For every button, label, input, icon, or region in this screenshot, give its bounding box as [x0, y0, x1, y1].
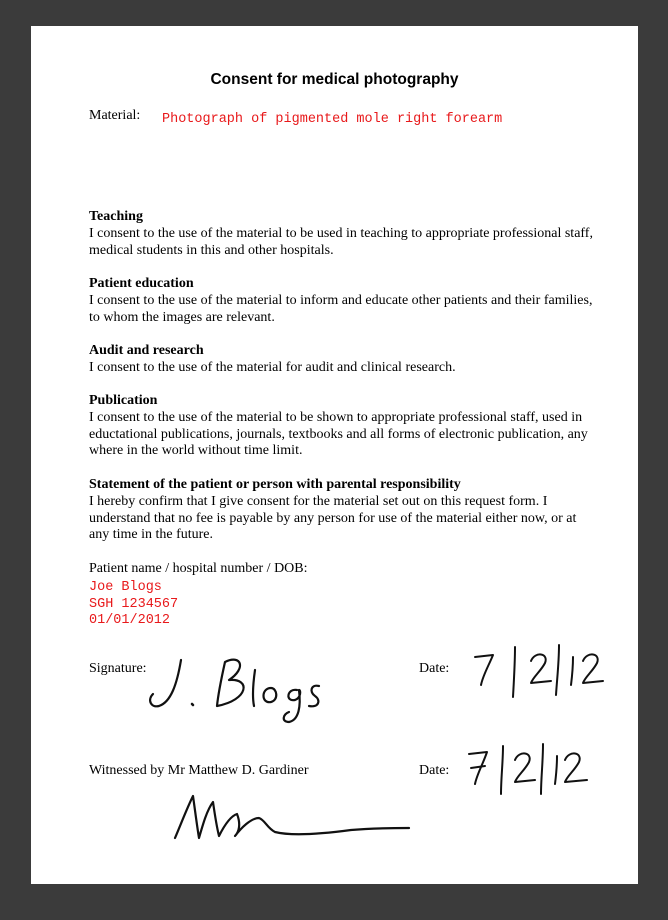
date-of-birth: 01/01/2012 — [89, 613, 171, 628]
section-patient-statement — [89, 477, 594, 544]
patient-details-label: Patient name / hospital number / DOB: — [89, 561, 308, 576]
patient-date-handwritten — [471, 641, 611, 701]
section-publication — [89, 393, 594, 460]
patient-date-label: Date: — [419, 661, 450, 676]
patient-details — [89, 580, 178, 630]
witness-signature — [171, 788, 421, 848]
section-body: I consent to the use of the material to inform and educate other patients and their families, to whom the images are relevant. — [89, 292, 593, 325]
signature-label: Signature: — [89, 661, 147, 676]
material-label: Material: — [89, 108, 141, 123]
patient-signature — [141, 644, 361, 734]
consent-form-page — [31, 26, 638, 884]
patient-name: Joe Blogs — [89, 580, 162, 595]
section-heading: Teaching — [89, 209, 143, 224]
section-heading: Publication — [89, 393, 158, 408]
section-audit-research — [89, 343, 599, 377]
section-body: I consent to the use of the material to be shown to appropriate professional staff, used in eductational publications, journals, textbooks and all forms of electronic publication, any where in the world without time limit. — [89, 409, 588, 459]
section-teaching — [89, 209, 599, 259]
witness-date-handwritten — [465, 738, 605, 800]
section-body: I consent to the use of the material to be used in teaching to appropriate professional staff, medical students in this and other hospitals. — [89, 225, 593, 258]
section-body: I consent to the use of the material for audit and clinical research. — [89, 359, 456, 375]
witness-date-label: Date: — [419, 763, 450, 778]
hospital-number: SGH 1234567 — [89, 596, 179, 612]
section-body: I hereby confirm that I give consent for the material set out on this request form. I understand that no fee is payable by any person for use of the material either now, or at any time in the future. — [89, 493, 577, 543]
material-value: Photograph of pigmented mole right forearm — [162, 112, 503, 127]
section-patient-education — [89, 276, 599, 326]
form-title: Consent for medical photography — [210, 71, 459, 88]
section-heading: Audit and research — [89, 343, 204, 358]
section-heading: Patient education — [89, 276, 194, 291]
witness-label: Witnessed by Mr Matthew D. Gardiner — [89, 763, 309, 778]
section-heading: Statement of the patient or person with parental responsibility — [89, 477, 461, 492]
